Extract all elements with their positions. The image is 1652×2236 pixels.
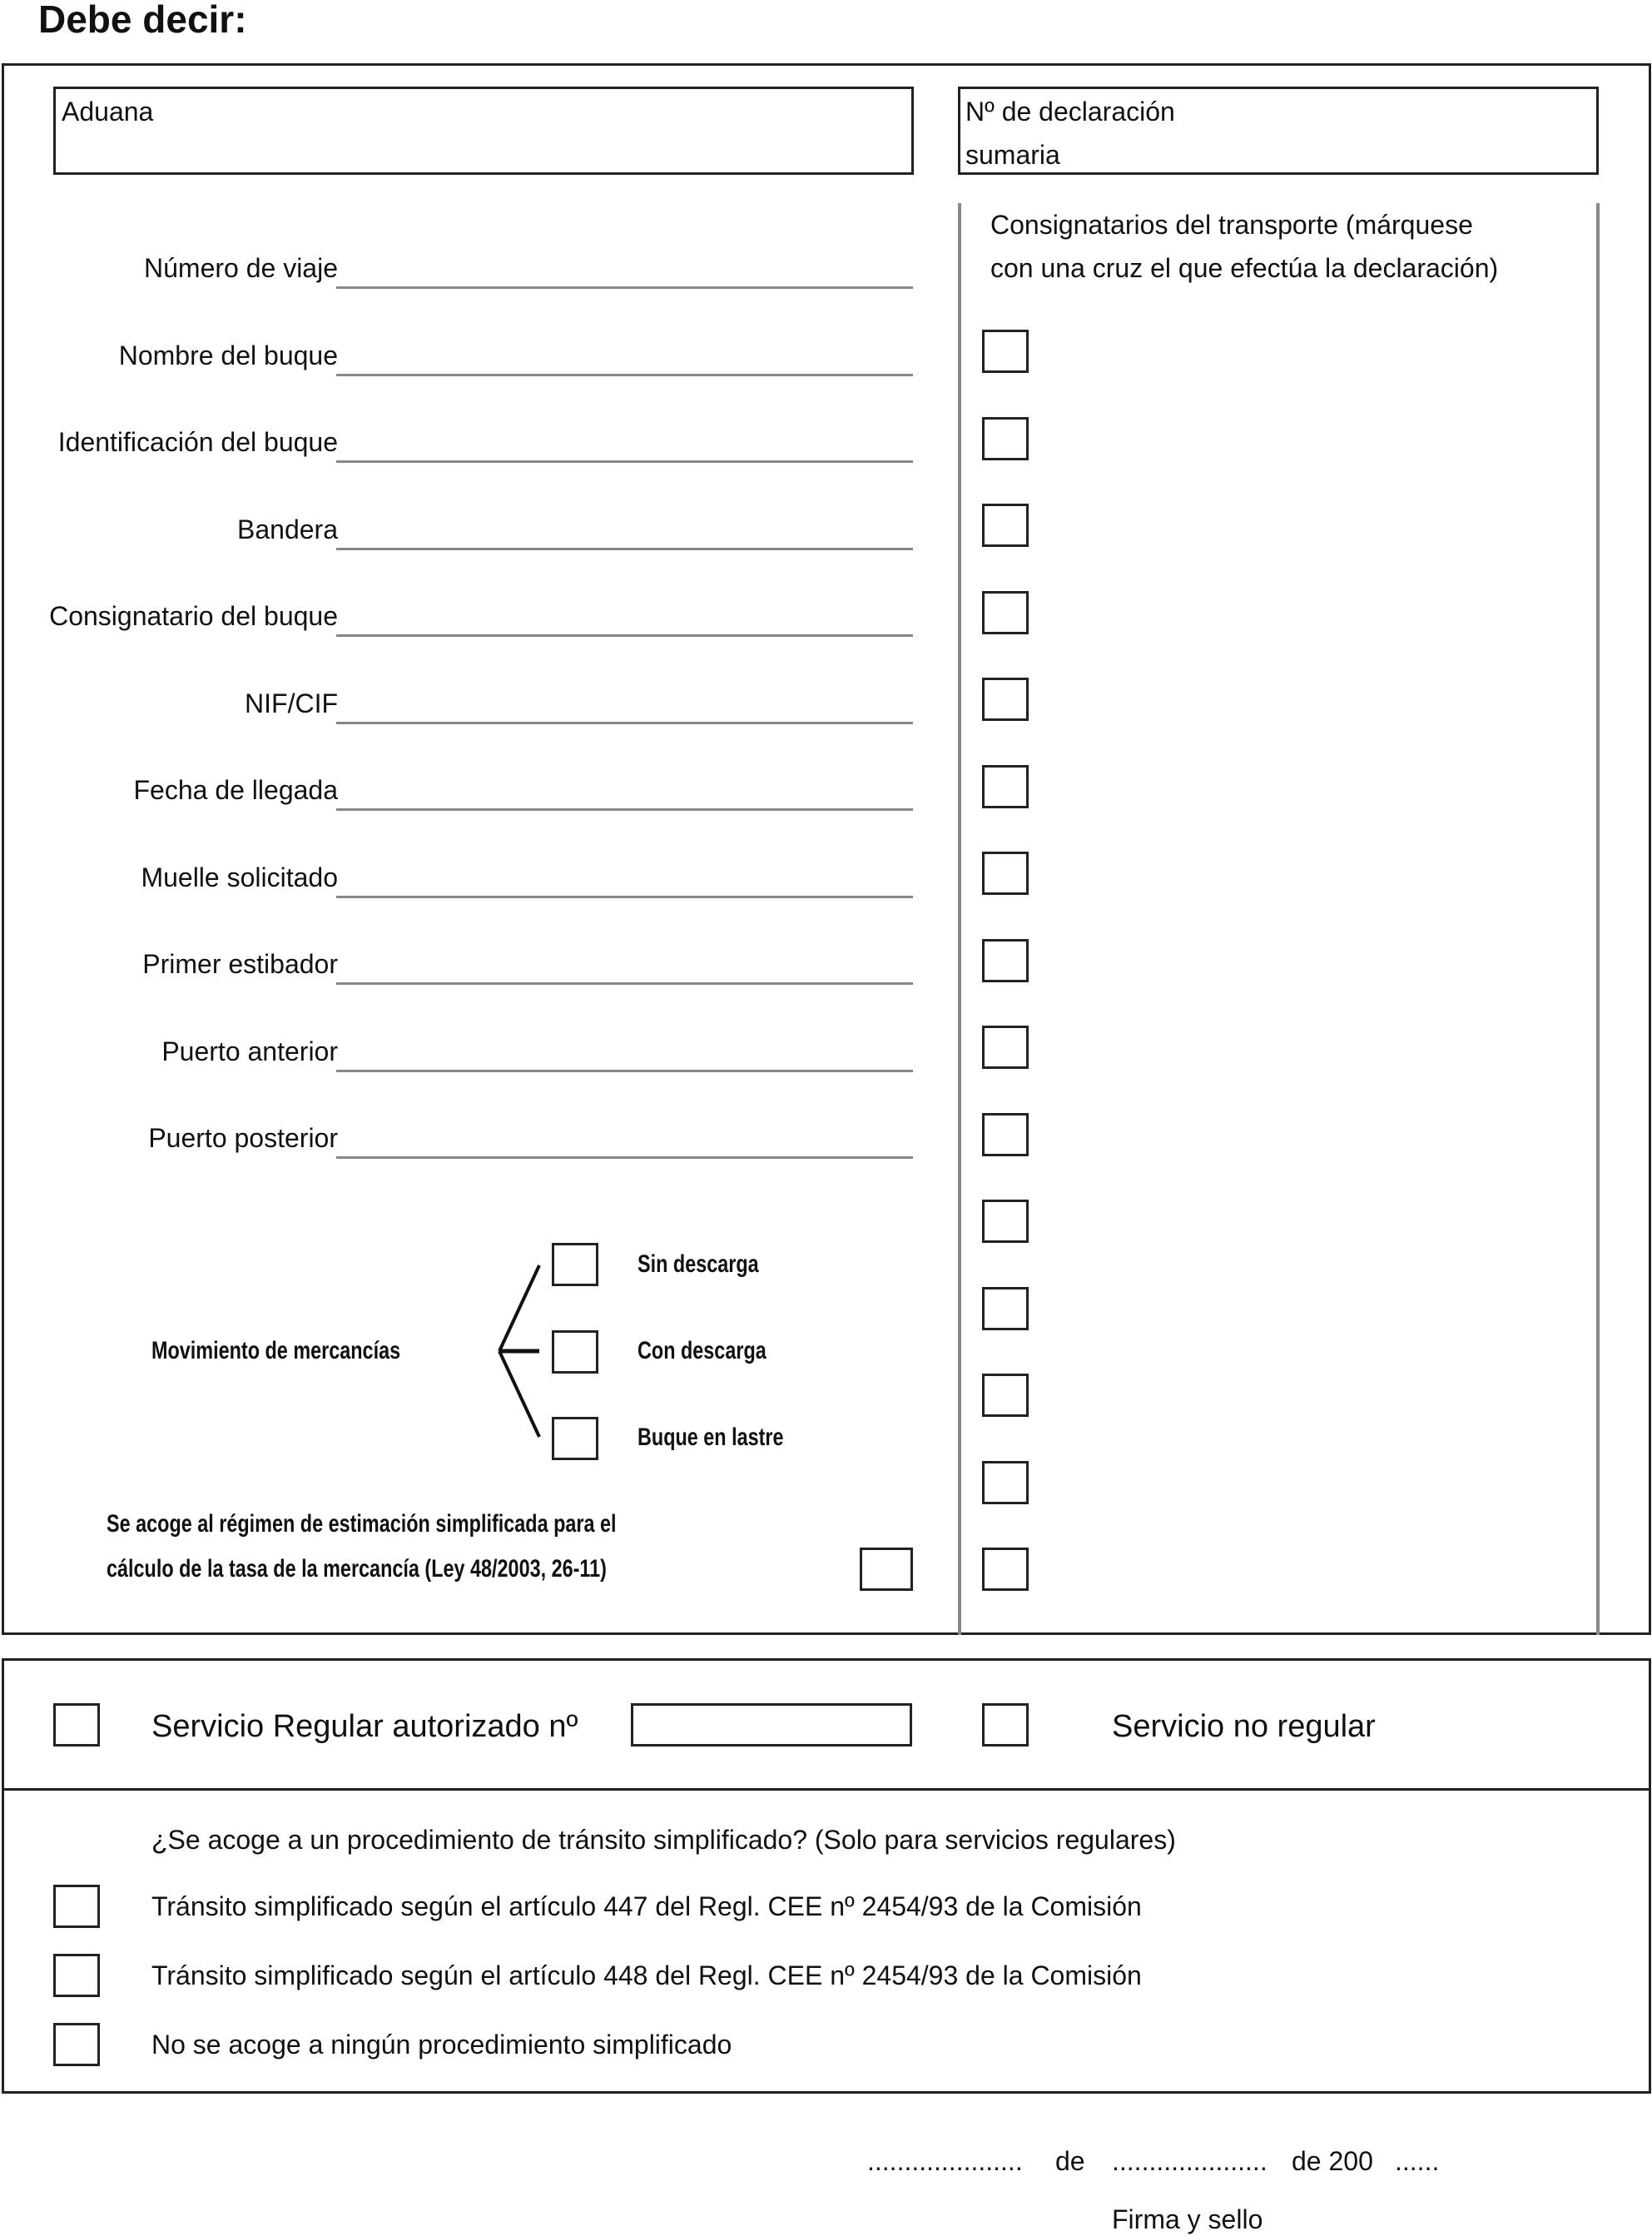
- field-label: Muelle solicitado: [141, 862, 338, 892]
- transito-question: ¿Se acoge a un procedimiento de tránsito simplificado? (Solo para servicios regulares): [151, 1825, 1176, 1855]
- firma-sello-label: Firma y sello: [1112, 2204, 1263, 2234]
- consignatario-checkbox[interactable]: [982, 330, 1029, 373]
- field-underline-input[interactable]: [336, 548, 913, 550]
- consignatario-checkbox[interactable]: [982, 1113, 1029, 1156]
- declaracion-label-line2: sumaria: [965, 140, 1060, 170]
- declaration-panel: [2, 63, 1651, 1635]
- field-label: Identificación del buque: [57, 427, 338, 457]
- field-label: NIF/CIF: [245, 688, 338, 718]
- consignatario-checkbox[interactable]: [982, 591, 1029, 634]
- aduana-field[interactable]: [53, 87, 914, 175]
- consignatarios-column-right-border: [1596, 203, 1600, 1635]
- regimen-checkbox[interactable]: [860, 1548, 913, 1591]
- field-label: Nombre del buque: [118, 340, 338, 370]
- transito-448-label: Tránsito simplificado según el artículo 448 del Regl. CEE nº 2454/93 de la Comisión: [151, 1960, 1142, 1990]
- aduana-label: Aduana: [62, 97, 154, 127]
- field-underline-input[interactable]: [336, 1070, 913, 1072]
- date-year-dots: ......: [1395, 2146, 1440, 2176]
- consignatario-checkbox[interactable]: [982, 939, 1029, 982]
- consignatario-checkbox[interactable]: [982, 1461, 1029, 1504]
- servicio-regular-checkbox[interactable]: [53, 1703, 100, 1747]
- consignatario-checkbox[interactable]: [982, 504, 1029, 547]
- consignatario-checkbox[interactable]: [982, 678, 1029, 721]
- transito-448-checkbox[interactable]: [53, 1954, 100, 1997]
- servicio-regular-number-field[interactable]: [631, 1703, 912, 1747]
- transito-447-checkbox[interactable]: [53, 1885, 100, 1928]
- transito-447-label: Tránsito simplificado según el artículo 447 del Regl. CEE nº 2454/93 de la Comisión: [151, 1891, 1142, 1921]
- field-underline-input[interactable]: [336, 286, 913, 289]
- date-de-200: de 200: [1292, 2146, 1373, 2176]
- movimiento-label: Movimiento de mercancías: [151, 1337, 401, 1364]
- page-heading: Debe decir:: [38, 0, 247, 41]
- consignatario-checkbox[interactable]: [982, 765, 1029, 808]
- field-underline-input[interactable]: [336, 460, 913, 463]
- field-underline-input[interactable]: [336, 896, 913, 898]
- field-underline-input[interactable]: [336, 722, 913, 724]
- transito-none-checkbox[interactable]: [53, 2023, 100, 2066]
- movimiento-bracket: [491, 1257, 541, 1445]
- servicio-no-regular-label: Servicio no regular: [1112, 1709, 1376, 1744]
- field-label: Puerto posterior: [148, 1123, 338, 1153]
- consignatario-checkbox[interactable]: [982, 1548, 1029, 1591]
- field-label: Consignatario del buque: [49, 601, 338, 631]
- consignatarios-label-line2: con una cruz el que efectúa la declaración): [990, 253, 1499, 283]
- regimen-label-line2: cálculo de la tasa de la mercancía (Ley 48/2003, 26-11): [107, 1555, 607, 1583]
- field-underline-input[interactable]: [336, 982, 913, 985]
- field-underline-input[interactable]: [336, 1156, 913, 1159]
- con-descarga-label: Con descarga: [637, 1337, 766, 1364]
- field-label: Fecha de llegada: [133, 775, 338, 805]
- consignatario-checkbox[interactable]: [982, 1200, 1029, 1243]
- transito-none-label: No se acoge a ningún procedimiento simplificado: [151, 2030, 732, 2060]
- consignatario-checkbox[interactable]: [982, 1287, 1029, 1330]
- date-day-dots: .....................: [867, 2146, 1023, 2176]
- sin-descarga-label: Sin descarga: [637, 1250, 759, 1278]
- servicio-regular-label: Servicio Regular autorizado nº: [151, 1709, 578, 1744]
- consignatario-checkbox[interactable]: [982, 417, 1029, 460]
- consignatarios-label-line1: Consignatarios del transporte (márquese: [990, 210, 1473, 240]
- date-month-dots: .....................: [1112, 2146, 1268, 2176]
- field-label: Bandera: [237, 514, 338, 544]
- consignatario-checkbox[interactable]: [982, 1374, 1029, 1417]
- field-underline-input[interactable]: [336, 808, 913, 811]
- field-underline-input[interactable]: [336, 374, 913, 376]
- regimen-label-line1: Se acoge al régimen de estimación simplificada para el: [107, 1510, 617, 1538]
- consignatario-checkbox[interactable]: [982, 1026, 1029, 1069]
- con-descarga-checkbox[interactable]: [552, 1330, 598, 1374]
- field-underline-input[interactable]: [336, 634, 913, 637]
- servicio-divider: [2, 1788, 1651, 1791]
- field-label: Puerto anterior: [161, 1036, 338, 1066]
- field-label: Primer estibador: [142, 949, 338, 979]
- declaracion-label-line1: Nº de declaración: [965, 97, 1175, 127]
- consignatario-checkbox[interactable]: [982, 852, 1029, 895]
- field-label: Número de viaje: [144, 253, 338, 283]
- servicio-no-regular-checkbox[interactable]: [982, 1703, 1029, 1747]
- buque-lastre-label: Buque en lastre: [637, 1424, 784, 1451]
- buque-lastre-checkbox[interactable]: [552, 1417, 598, 1460]
- sin-descarga-checkbox[interactable]: [552, 1243, 598, 1286]
- consignatarios-column-left-border: [958, 203, 961, 1635]
- date-de-1: de: [1055, 2146, 1085, 2176]
